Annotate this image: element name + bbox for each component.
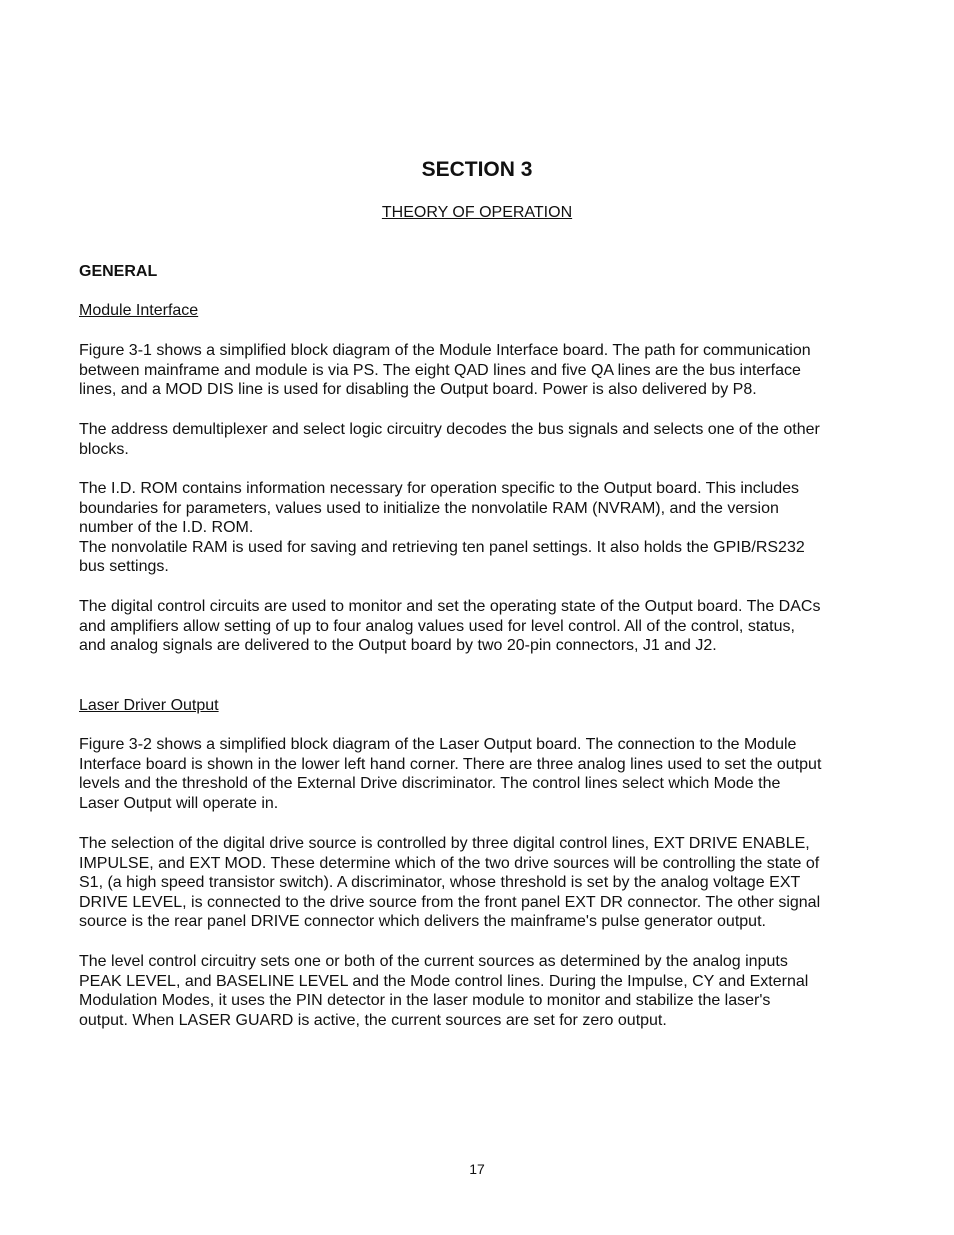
- text-line: Interface board is shown in the lower left hand corner. There are three analog lines used to set the output: [79, 755, 822, 773]
- text-line: lines, and a MOD DIS line is used for disabling the Output board. Power is also delivered by P8.: [79, 381, 757, 399]
- module-interface-paragraph-4: [79, 597, 879, 656]
- text-line: levels and the threshold of the External Drive discriminator. The control lines select which Mode the: [79, 775, 781, 793]
- text-line: S1, (a high speed transistor switch). A discriminator, whose threshold is set by the analog voltage EXT: [79, 874, 801, 892]
- text-line: Figure 3-2 shows a simplified block diagram of the Laser Output board. The connection to the Module: [79, 736, 797, 753]
- laser-driver-heading: Laser Driver Output: [79, 697, 219, 714]
- general-heading: GENERAL: [79, 263, 158, 280]
- text-line: DRIVE LEVEL, is connected to the drive source from the front panel EXT DR connector. The other signal: [79, 893, 821, 911]
- module-interface-paragraph-2: [79, 420, 879, 459]
- module-interface-paragraph-1: [79, 341, 879, 400]
- text-line: blocks.: [79, 440, 129, 458]
- text-line: Laser Output will operate in.: [79, 794, 279, 812]
- text-line: number of the I.D. ROM.: [79, 519, 254, 537]
- text-line: The nonvolatile RAM is used for saving and retrieving ten panel settings. It also holds the GPIB/RS232: [79, 538, 805, 556]
- text-line: source is the rear panel DRIVE connector which delivers the mainframe's pulse generator output.: [79, 913, 766, 931]
- text-line: Modulation Modes, it uses the PIN detector in the laser module to monitor and stabilize the laser's: [79, 992, 771, 1010]
- laser-driver-paragraph-2: [79, 834, 879, 932]
- text-line: between mainframe and module is via PS. The eight QAD lines and five QA lines are the bus interface: [79, 361, 801, 379]
- text-line: output. When LASER GUARD is active, the current sources are set for zero output.: [79, 1011, 667, 1029]
- text-line: The address demultiplexer and select logic circuitry decodes the bus signals and selects one of the other: [79, 421, 820, 438]
- section-title: SECTION 3: [421, 158, 533, 181]
- text-line: The level control circuitry sets one or both of the current sources as determined by the analog inputs: [79, 953, 788, 970]
- text-line: and analog signals are delivered to the Output board by two 20-pin connectors, J1 and J2.: [79, 637, 717, 655]
- text-line: The I.D. ROM contains information necessary for operation specific to the Output board. This includes: [79, 480, 800, 497]
- text-line: The digital control circuits are used to monitor and set the operating state of the Output board. The DACs: [79, 598, 821, 615]
- text-line: IMPULSE, and EXT MOD. These determine which of the two drive sources will be controlling the state of: [79, 854, 820, 872]
- text-line: bus settings.: [79, 558, 169, 576]
- text-line: and amplifiers allow setting of up to four analog values used for level control. All of the control, status,: [79, 617, 795, 635]
- module-interface-paragraph-3: [79, 479, 879, 577]
- section-subtitle: THEORY OF OPERATION: [381, 204, 573, 221]
- laser-driver-paragraph-1: [79, 735, 879, 813]
- text-line: Figure 3-1 shows a simplified block diagram of the Module Interface board. The path for communication: [79, 342, 811, 359]
- text-line: boundaries for parameters, values used to initialize the nonvolatile RAM (NVRAM), and the version: [79, 499, 779, 517]
- laser-driver-paragraph-3: [79, 952, 879, 1030]
- module-interface-heading: Module Interface: [79, 302, 199, 319]
- text-line: PEAK LEVEL, and BASELINE LEVEL and the Mode control lines. During the Impulse, CY and External: [79, 972, 809, 990]
- text-line: The selection of the digital drive source is controlled by three digital control lines, EXT DRIVE ENABLE,: [79, 835, 810, 852]
- page-number: 17: [469, 1161, 485, 1177]
